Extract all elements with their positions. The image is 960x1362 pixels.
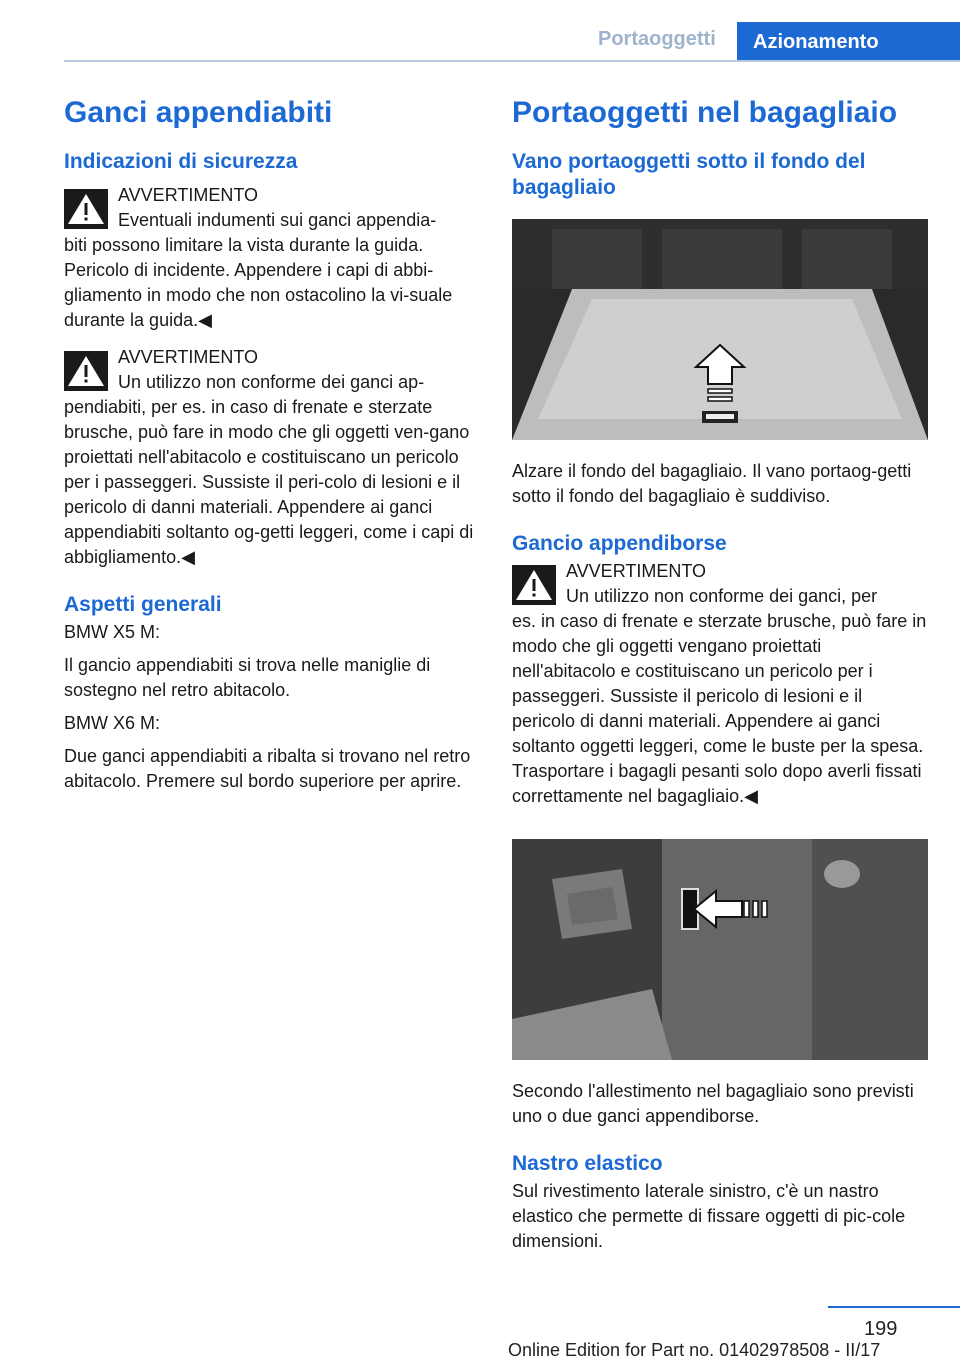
x5-label: BMW X5 M:: [64, 622, 161, 642]
elastic-heading: Nastro elastico: [512, 1152, 663, 1175]
elastic-text: Sul rivestimento laterale sinistro, c'è un nastro elastico che permette di fissare oggetti di pic-cole dimensioni.: [512, 1181, 906, 1251]
warning-icon: [64, 189, 108, 229]
warning-block-2: [64, 345, 477, 570]
floor-text: Alzare il fondo del bagagliaio. Il vano portaog-getti sotto il fondo del bagagliaio è suddiviso.: [512, 461, 912, 506]
left-column: [64, 95, 477, 794]
x5-text: Il gancio appendiabiti si trova nelle maniglie di sostegno nel retro abitacolo.: [64, 655, 431, 700]
general-heading: Aspetti generali: [64, 593, 222, 616]
warning-icon: [512, 565, 556, 605]
bag-hook-text: Secondo l'allestimento nel bagagliaio sono previsti uno o due ganci appendiborse.: [512, 1081, 914, 1126]
trunk-floor-image: [512, 219, 928, 440]
header-tab-azionamento[interactable]: [737, 22, 960, 62]
header-tab-azionamento-label: Azionamento: [753, 30, 879, 53]
warning-label: AVVERTIMENTO: [118, 347, 259, 367]
right-column: [512, 95, 928, 1254]
safety-heading: Indicazioni di sicurezza: [64, 150, 298, 173]
warning-first-line: Un utilizzo non conforme dei ganci, per: [566, 586, 878, 606]
bag-hook-heading: Gancio appendiborse: [512, 532, 727, 555]
edition-text: Online Edition for Part no. 01402978508 - II/17: [508, 1340, 881, 1360]
header-tab-portaoggetti[interactable]: Portaoggetti: [598, 28, 716, 50]
x6-label: BMW X6 M:: [64, 713, 161, 733]
warning-body: es. in caso di frenate e sterzate brusche, può fare in modo che gli oggetti vengano proiettati nell'abitacolo e costituiscano un pericolo per i passeggeri. Sussiste il pericolo di lesioni e il pericolo di danni materiali. Appendere ai ganci soltanto oggetti leggeri, come le buste per la spesa. Trasportare i bagagli pesanti solo dopo averli fissati correttamente nel bagagliaio.◀: [512, 611, 927, 806]
warning-body: pendiabiti, per es. in caso di frenate e sterzate brusche, può fare in modo che gli oggetti ven-gano proiettati nell'abitacolo e costituiscano un pericolo per i passeggeri. Sussiste il peri-colo di lesioni e il pericolo di danni materiali. Appendere ai ganci appendiabiti soltanto og-getti leggeri, come i capi di abbigliamento.◀: [64, 397, 474, 567]
warning-icon: [64, 351, 108, 391]
warning-body: biti possono limitare la vista durante la guida. Pericolo di incidente. Appendere i capi di abbi-gliamento in modo che non ostacolino la vi-suale durante la guida.◀: [64, 235, 453, 330]
page-number: 199: [864, 1318, 898, 1340]
footer-divider: [828, 1306, 960, 1308]
section-title-ganci: Ganci appendiabiti: [64, 96, 333, 129]
warning-label: AVVERTIMENTO: [118, 185, 259, 205]
sub-heading-vano: Vano portaoggetti sotto il fondo del bagagliaio: [512, 150, 866, 199]
warning-label: AVVERTIMENTO: [566, 561, 707, 581]
header-divider: [64, 60, 960, 62]
x6-text: Due ganci appendiabiti a ribalta si trovano nel retro abitacolo. Premere sul bordo superiore per aprire.: [64, 746, 471, 791]
warning-first-line: Eventuali indumenti sui ganci appendia-: [118, 210, 437, 230]
warning-first-line: Un utilizzo non conforme dei ganci ap-: [118, 372, 425, 392]
warning-block-1: [64, 183, 477, 333]
bag-hook-image: [512, 839, 928, 1060]
section-title-portaoggetti: Portaoggetti nel bagagliaio: [512, 96, 898, 129]
warning-block-3: [512, 559, 928, 809]
